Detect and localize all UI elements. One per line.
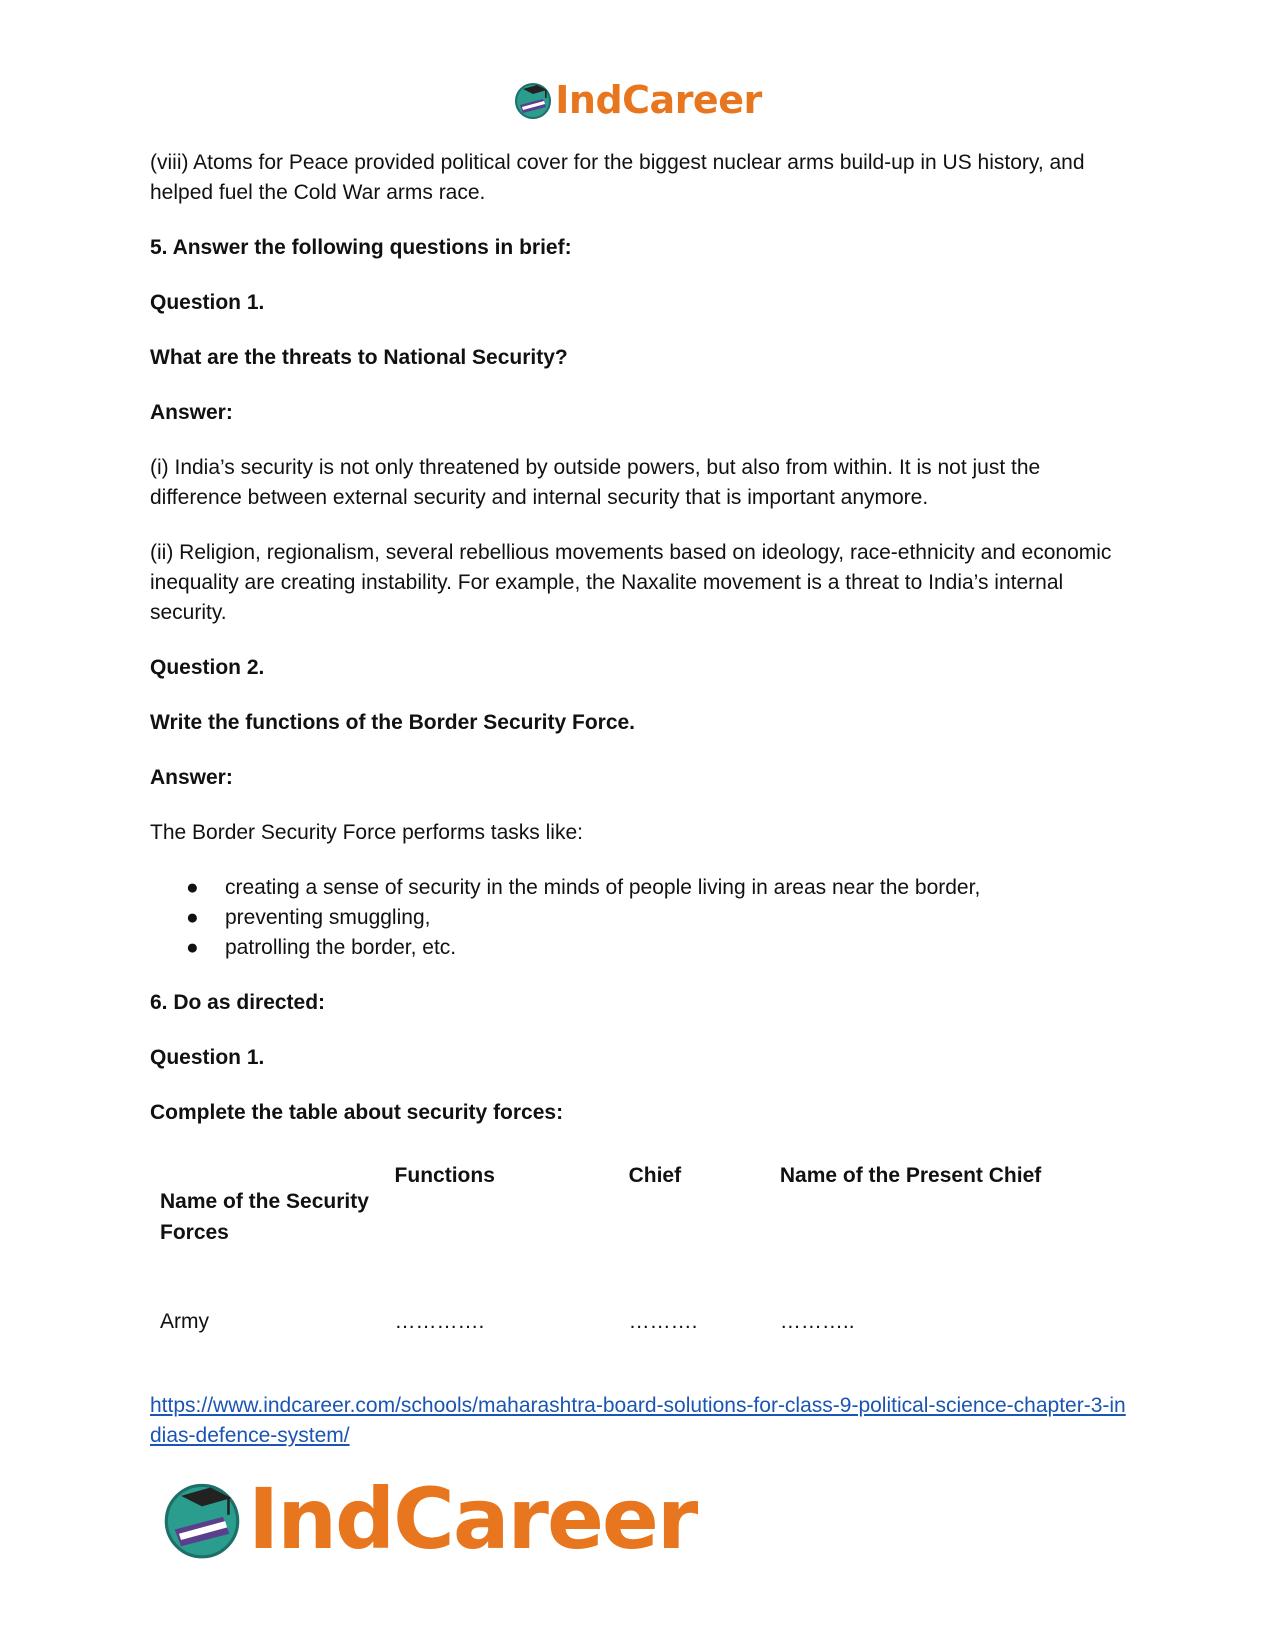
question-2-intro: The Border Security Force performs tasks like: [150,821,583,844]
list-item [150,933,1130,963]
paragraph-viii: (viii) Atoms for Peace provided political cover for the biggest nuclear arms build-up in US history, and helped fuel the Cold War arms race. [150,151,1085,204]
bullet-icon: ● [186,936,199,959]
question-1-answer-p1: (i) India’s security is not only threatened by outside powers, but also from within. It is not just the difference between external security and internal security that is important anymore. [150,456,1041,509]
indcareer-logo-large [160,1470,696,1568]
table-row [150,1306,1130,1356]
section-6-question-1-label: Question 1. [150,1046,265,1069]
list-item-text: preventing smuggling, [225,906,431,929]
section-5-heading: 5. Answer the following questions in brief: [150,236,572,259]
header-chief: Chief [628,1164,682,1187]
cell-chief: ………. [628,1310,698,1333]
section-6-heading: 6. Do as directed: [150,991,326,1014]
main-content [150,148,1130,1153]
globe-book-icon [160,1477,244,1561]
question-2-label: Question 2. [150,656,265,679]
header-functions: Functions [394,1164,495,1187]
list-item [150,873,1130,903]
question-1-answer-label: Answer: [150,401,233,424]
cell-functions: …………. [394,1310,485,1333]
question-1-answer-p2: (ii) Religion, regionalism, several rebellious movements based on ideology, race-ethnicity and economic inequality are creating instability. For example, the Naxalite movement is a threat to India’s internal security. [150,541,1112,624]
logo-wordmark: IndCareer [555,78,762,122]
list-item-text: creating a sense of security in the minds of people living in areas near the border, [225,876,981,899]
bullet-icon: ● [186,906,199,929]
bullet-icon: ● [186,876,199,899]
header-logo [0,78,1275,122]
globe-book-icon [513,80,553,120]
cell-present-chief: ……….. [779,1310,855,1333]
header-present-chief: Name of the Present Chief [779,1164,1042,1187]
table-header-row [150,1160,1130,1306]
cell-force-name: Army [160,1310,209,1333]
security-forces-table [150,1160,1130,1356]
list-item [150,903,1130,933]
question-1-text: What are the threats to National Security? [150,346,568,369]
footer-logo [160,1470,696,1568]
section-6-question-1-text: Complete the table about security forces: [150,1101,564,1124]
question-2-answer-label: Answer: [150,766,233,789]
source-link[interactable]: https://www.indcareer.com/schools/maharashtra-board-solutions-for-class-9-political-science-chapter-3-indias-defence-system/ [150,1394,1126,1447]
header-security-forces: Name of the Security Forces [160,1190,369,1244]
question-1-label: Question 1. [150,291,265,314]
bsf-tasks-list [150,873,1130,963]
indcareer-logo [513,78,761,122]
list-item-text: patrolling the border, etc. [225,936,457,959]
question-2-text: Write the functions of the Border Security Force. [150,711,636,734]
logo-wordmark: IndCareer [248,1470,697,1568]
